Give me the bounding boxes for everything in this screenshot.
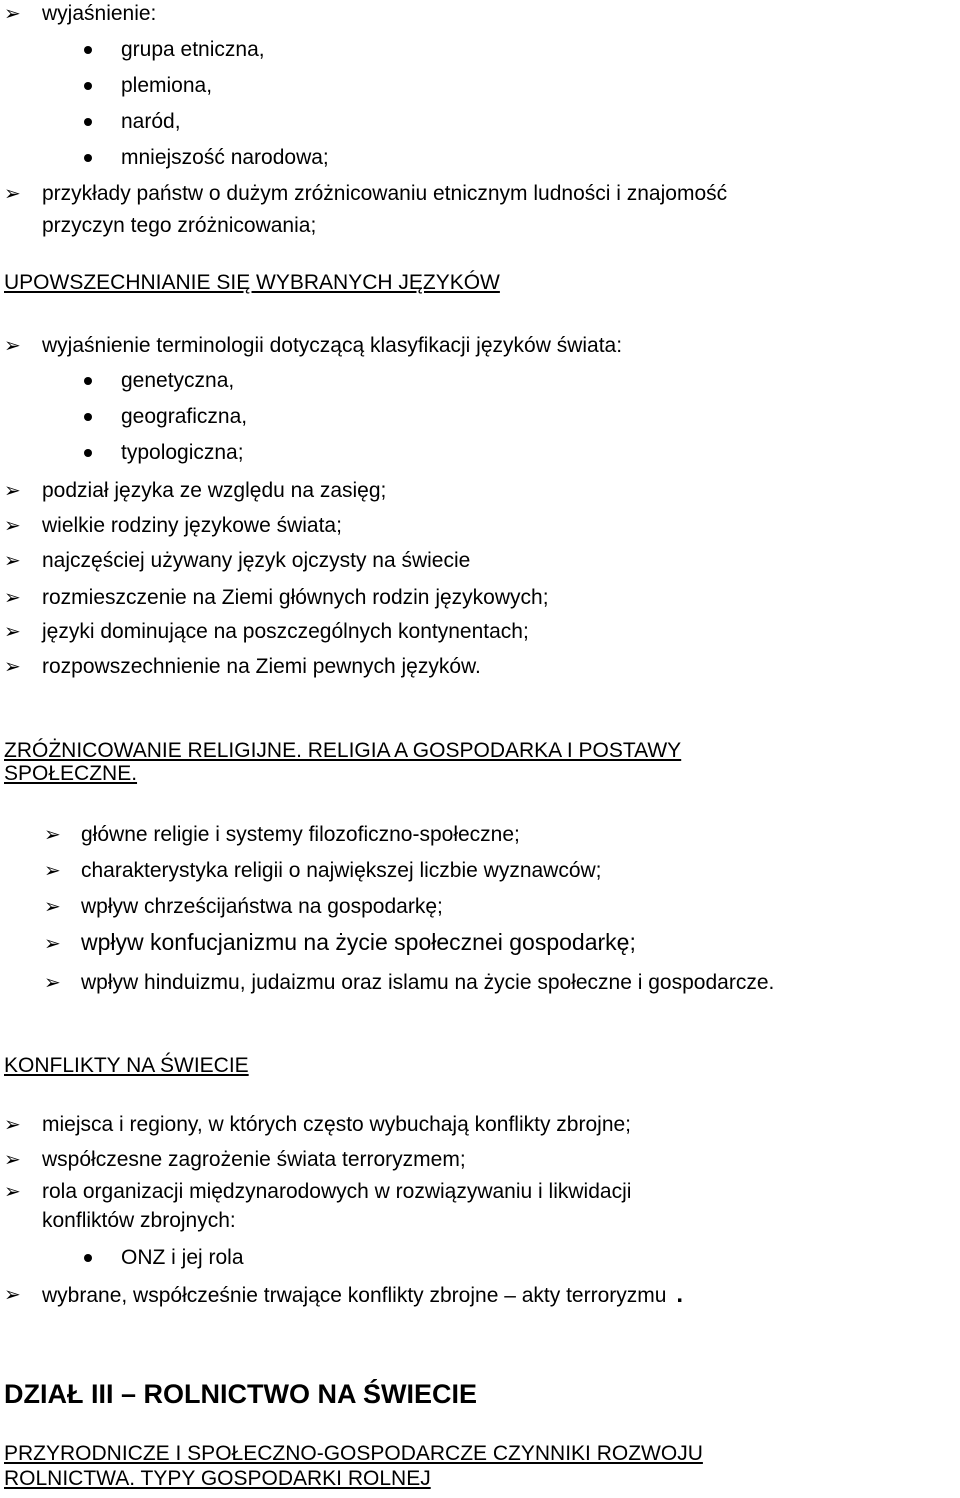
list-item: języki dominujące na poszczególnych kontynentach; [42, 620, 529, 643]
section-heading-religions: ZRÓŻNICOWANIE RELIGIJNE. RELIGIA A GOSPODARKA I POSTAWY [4, 739, 682, 762]
arrow-bullet-icon: ➢ [44, 860, 61, 882]
list-item: rozpowszechnienie na Ziemi pewnych języków. [42, 655, 481, 678]
dot-bullet-icon [84, 154, 92, 162]
arrow-bullet-icon: ➢ [44, 933, 61, 955]
arrow-bullet-icon: ➢ [4, 1114, 21, 1136]
list-item: wyjaśnienie: [42, 2, 157, 25]
section-heading-languages: UPOWSZECHNIANIE SIĘ WYBRANYCH JĘZYKÓW [4, 271, 500, 294]
list-item: przykłady państw o dużym zróżnicowaniu etnicznym ludności i znajomość [42, 182, 728, 205]
dot-bullet-icon [84, 1254, 92, 1262]
list-item: najczęściej używany język ojczysty na świecie [42, 549, 471, 572]
list-item: podział języka ze względu na zasięg; [42, 479, 387, 502]
dot-bullet-icon [84, 118, 92, 126]
dot-bullet-icon [84, 449, 92, 457]
sub-list-item: typologiczna; [121, 441, 244, 464]
arrow-bullet-icon: ➢ [4, 183, 21, 205]
arrow-bullet-icon: ➢ [4, 1284, 21, 1306]
list-item: wpływ chrześcijaństwa na gospodarkę; [81, 895, 443, 918]
arrow-bullet-icon: ➢ [4, 335, 21, 357]
sub-list-item: grupa etniczna, [121, 38, 265, 61]
dot-bullet-icon [84, 46, 92, 54]
list-item-end-period: . [676, 1281, 684, 1308]
list-item-continuation: konfliktów zbrojnych: [42, 1209, 236, 1232]
list-item-continuation: przyczyn tego zróżnicowania; [42, 214, 317, 237]
list-item: rozmieszczenie na Ziemi głównych rodzin językowych; [42, 586, 549, 609]
arrow-bullet-icon: ➢ [44, 896, 61, 918]
sub-list-item: plemiona, [121, 74, 213, 97]
list-item-text: wybrane, współcześnie trwające konflikty zbrojne – akty terroryzmu [42, 1284, 667, 1307]
arrow-bullet-icon: ➢ [4, 480, 21, 502]
chapter-subheading: PRZYRODNICZE I SPOŁECZNO-GOSPODARCZE CZYNNIKI ROZWOJU [4, 1442, 703, 1465]
sub-list-item: ONZ i jej rola [121, 1246, 244, 1269]
chapter-subheading-continued: ROLNICTWA. TYPY GOSPODARKI ROLNEJ [4, 1467, 431, 1490]
arrow-bullet-icon: ➢ [44, 824, 61, 846]
arrow-bullet-icon: ➢ [4, 515, 21, 537]
arrow-bullet-icon: ➢ [4, 1149, 21, 1171]
sub-list-item: genetyczna, [121, 369, 235, 392]
chapter-title: DZIAŁ III – ROLNICTWO NA ŚWIECIE [4, 1379, 477, 1409]
section-heading-religions-continued: SPOŁECZNE. [4, 762, 138, 785]
list-item [42, 1283, 683, 1308]
sub-list-item: naród, [121, 110, 181, 133]
list-item: wpływ konfucjanizmu na życie społecznei gospodarkę; [81, 929, 636, 955]
arrow-bullet-icon: ➢ [4, 656, 21, 678]
list-item: wyjaśnienie terminologii dotyczącą klasyfikacji języków świata: [42, 334, 623, 357]
arrow-bullet-icon: ➢ [4, 3, 21, 25]
list-item: rola organizacji międzynarodowych w rozwiązywaniu i likwidacji [42, 1180, 632, 1203]
list-item: wpływ hinduizmu, judaizmu oraz islamu na życie społeczne i gospodarcze. [81, 971, 775, 994]
dot-bullet-icon [84, 82, 92, 90]
list-item: charakterystyka religii o największej liczbie wyznawców; [81, 859, 602, 882]
arrow-bullet-icon: ➢ [4, 550, 21, 572]
sub-list-item: mniejszość narodowa; [121, 146, 329, 169]
arrow-bullet-icon: ➢ [4, 1181, 21, 1203]
section-heading-conflicts: KONFLIKTY NA ŚWIECIE [4, 1054, 249, 1077]
arrow-bullet-icon: ➢ [4, 587, 21, 609]
arrow-bullet-icon: ➢ [4, 621, 21, 643]
list-item: miejsca i regiony, w których często wybuchają konflikty zbrojne; [42, 1113, 632, 1136]
sub-list-item: geograficzna, [121, 405, 248, 428]
list-item: współczesne zagrożenie świata terroryzmem; [42, 1148, 466, 1171]
dot-bullet-icon [84, 413, 92, 421]
list-item: główne religie i systemy filozoficzno-społeczne; [81, 823, 520, 846]
arrow-bullet-icon: ➢ [44, 972, 61, 994]
list-item: wielkie rodziny językowe świata; [42, 514, 342, 537]
dot-bullet-icon [84, 377, 92, 385]
